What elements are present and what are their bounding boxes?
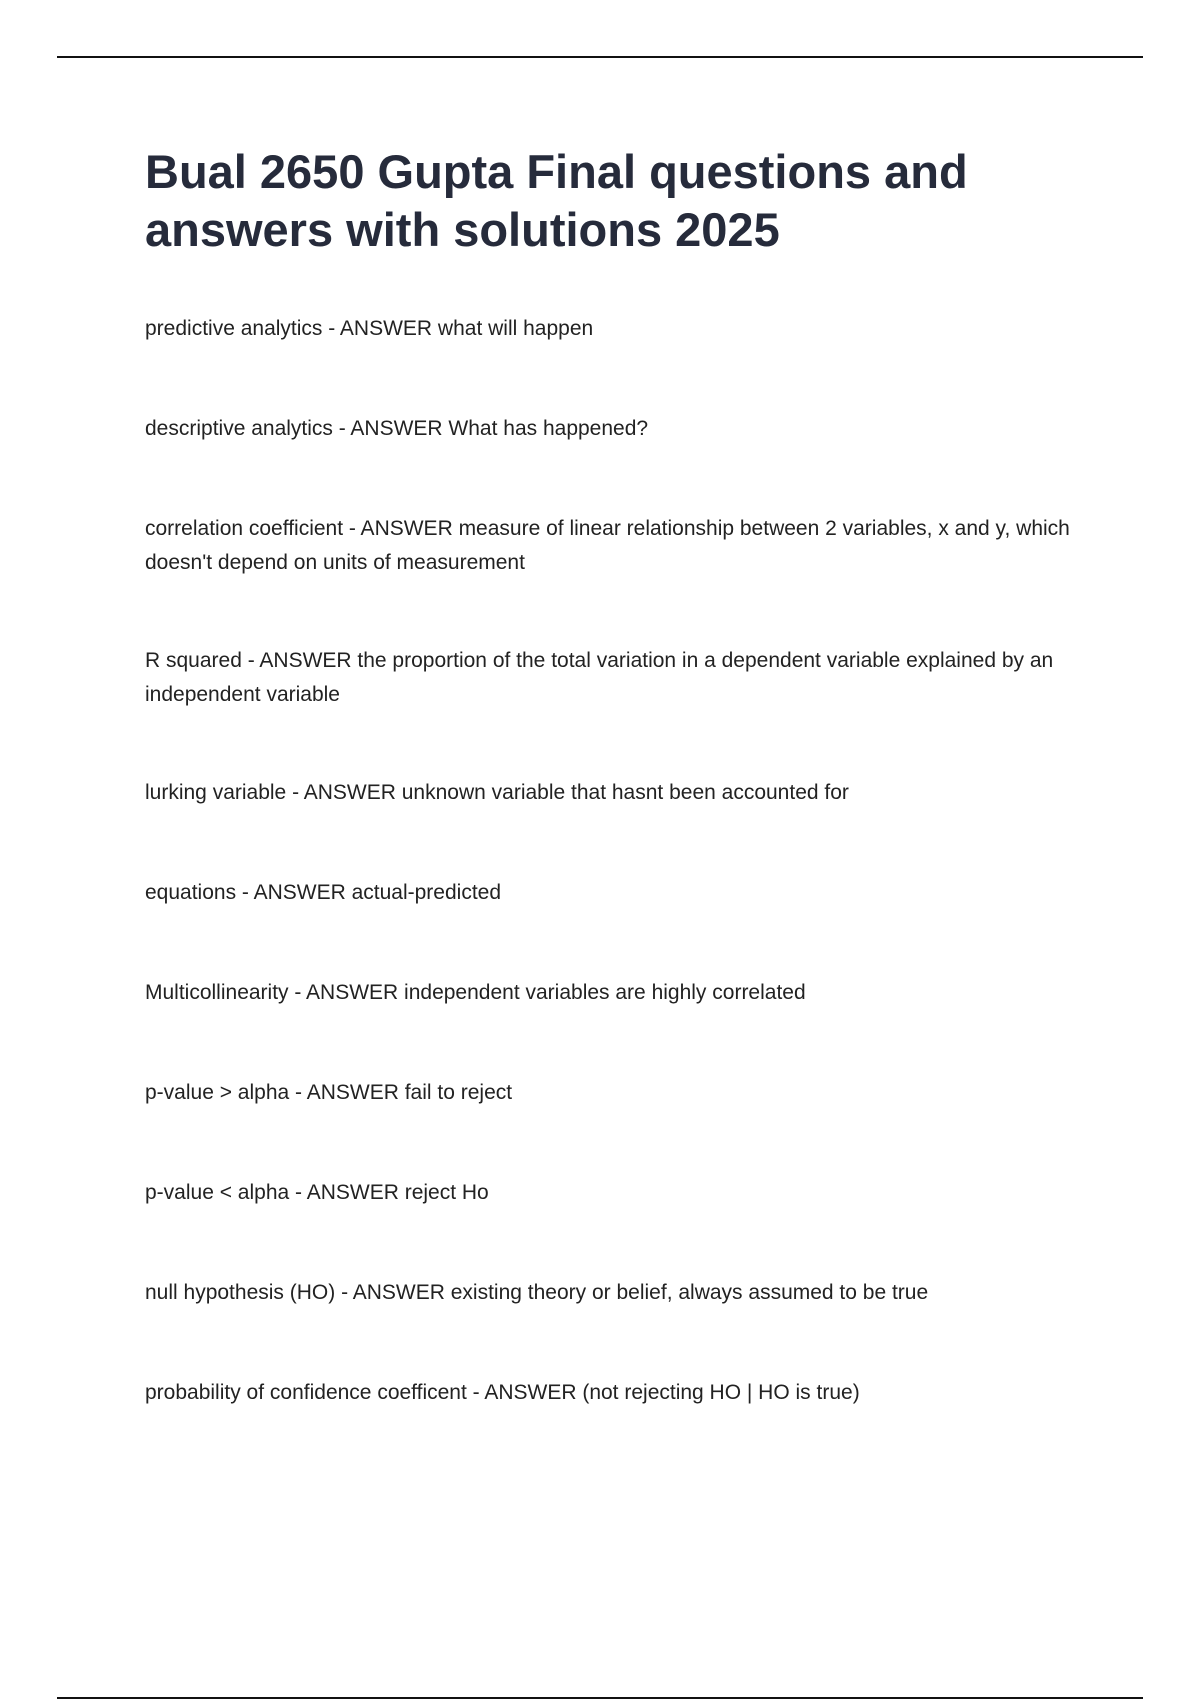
document-title: Bual 2650 Gupta Final questions and answers with solutions 2025 xyxy=(145,145,968,256)
qa-entry: Multicollinearity - ANSWER independent variables are highly correlated xyxy=(145,981,806,1004)
qa-entry: predictive analytics - ANSWER what will happen xyxy=(145,317,594,340)
qa-entry: equations - ANSWER actual-predicted xyxy=(145,881,502,904)
qa-entry: R squared - ANSWER the proportion of the total variation in a dependent variable explained by an independent variable xyxy=(145,649,1054,706)
bottom-rule xyxy=(57,1697,1143,1699)
qa-entry: descriptive analytics - ANSWER What has happened? xyxy=(145,417,649,440)
qa-entry: p-value < alpha - ANSWER reject Ho xyxy=(145,1181,489,1204)
qa-entry: p-value > alpha - ANSWER fail to reject xyxy=(145,1081,513,1104)
qa-list xyxy=(145,312,1085,1476)
qa-entry: lurking variable - ANSWER unknown variable that hasnt been accounted for xyxy=(145,781,849,804)
top-rule xyxy=(57,56,1143,58)
qa-entry: null hypothesis (HO) - ANSWER existing theory or belief, always assumed to be true xyxy=(145,1281,929,1304)
qa-entry: correlation coefficient - ANSWER measure of linear relationship between 2 variables, x and y, which doesn't depend on units of measurement xyxy=(145,517,1070,574)
qa-entry: probability of confidence coefficent - ANSWER (not rejecting HO | HO is true) xyxy=(145,1381,860,1404)
